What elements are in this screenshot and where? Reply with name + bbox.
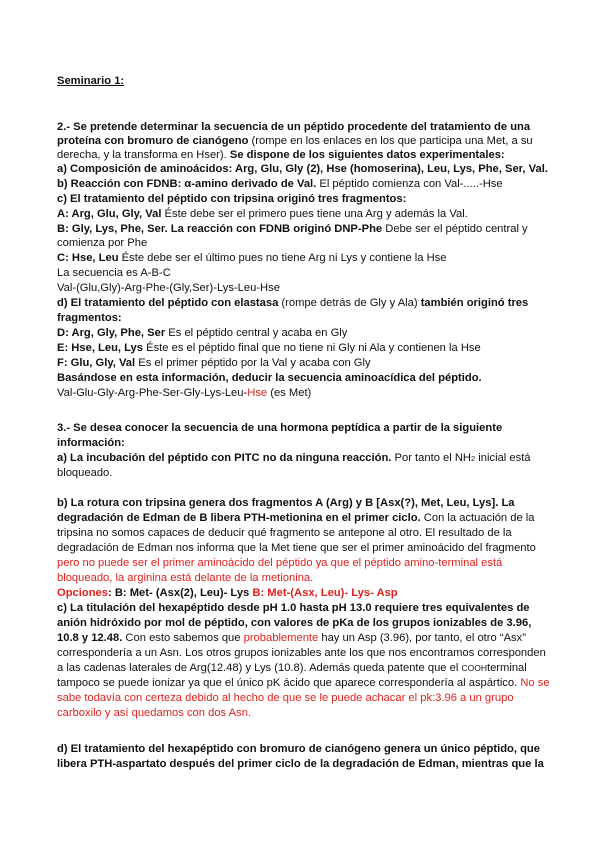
q3-item-b-6: bloqueado, la arginina está delante de la metionina. [57,572,314,584]
q2-fragment-F [57,356,371,370]
q2-answer [57,386,311,400]
q3-item-b-3: tripsina no somos capaces de deducir qué fragmento se antepone al otro. El resultado de la [57,527,512,539]
q2-fragment-B-cont: comienza por Phe [57,237,148,249]
q2-d-bold-2: también originó tres [420,297,529,309]
q3-c6-red: No se [520,677,550,689]
q2-l3-bold: Se dispone de los siguientes datos experimentales: [229,149,505,161]
q3-c6-normal: tampoco se puede ionizar ya que el único pK ácido que aparece correspondería al aspártico. [57,677,521,689]
q3-item-a [57,451,531,466]
q2-B-bold: B: Gly, Lys, Phe, Ser. La reacción con FDNB originó DNP-Phe [57,223,383,235]
q2-answer-hse: Hse [247,387,268,399]
q3-c3-normal-2: hay un Asp (3.96), por tanto, el otro “Asx” [318,632,526,644]
q3-a-normal-2: inicial está [475,452,531,464]
q3-c5-normal-2: terminal [486,662,527,674]
q3-option-1: : B: Met- (Asx(2), Leu)- Lys [107,587,253,599]
q3-a-bold: a) La incubación del péptido con PITC no da ninguna reacción. [57,452,392,464]
q2-line-2 [57,134,533,148]
q2-D-normal: Es el péptido central y acaba en Gly [165,327,348,339]
q2-E-bold: E: Hse, Leu, Lys [57,342,144,354]
q3-item-c-5 [57,661,527,675]
q2-A-normal: Éste debe ser el primero pues tiene una Arg y además la Val. [161,208,468,220]
q3-item-c-8: carboxilo y así quedamos con dos Asn. [57,707,252,719]
q2-b-bold: b) Reacción con FDNB: α-amino derivado de Val. [57,178,317,190]
q2-fragment-B [57,222,528,236]
q3-item-d-2: libera PTH-aspartato después del primer ciclo de la degradación de Edman, mientras que la [57,758,544,770]
q3-b2-normal: Con la actuación de la [420,512,535,524]
q3-c3-bold: 10.8 y 12.48. [57,632,123,644]
q3-item-b-5: pero no puede ser el primer aminoácido del péptido ya que el péptido amino-terminal está [57,557,503,569]
q2-line-1: 2.- Se pretende determinar la secuencia de un péptido procedente del tratamiento de una [57,121,531,133]
q3-item-b-2 [57,511,535,525]
q3-item-c-1: c) La titulación del hexapéptido desde pH 1.0 hasta pH 13.0 requiere tres equivalentes de [57,602,530,614]
q3-item-c-6 [57,676,550,690]
q3-item-b-4: degradación de Edman nos informa que la Met tiene que ser el primer aminoácido del fragmento [57,542,536,554]
q3-line-1: 3.- Se desea conocer la secuencia de una hormona peptídica a partir de la siguiente [57,422,503,434]
q3-c5-small: COOH [461,663,487,673]
q2-l2-bold: proteína con bromuro de cianógeno [57,135,249,147]
q2-l3-normal: derecha, y la transforma en Hser). [57,149,230,161]
q3-c3-normal: Con esto sabemos que [122,632,244,644]
q2-E-normal: Éste es el péptido final que no tiene ni Gly ni Ala y contienen la Hse [143,342,481,354]
q2-fragment-E [57,341,481,355]
q2-fragment-A [57,207,468,221]
q2-sequence-order: La secuencia es A-B-C [57,267,171,279]
q2-D-bold: D: Arg, Gly, Phe, Ser [57,327,166,339]
page-title: Seminario 1: [57,75,125,87]
q3-c3-red: probablemente [243,632,319,644]
q3-option-2: B: Met-(Asx, Leu)- Lys- Asp [252,587,398,599]
q3-a-normal: Por tanto el NH [391,452,472,464]
q2-item-d [57,296,528,310]
q2-F-normal: Es el primer péptido por la Val y acaba con Gly [135,357,371,369]
q3-options [57,586,398,600]
q3-b2-bold: degradación de Edman de B libera PTH-metionina en el primer ciclo. [57,512,421,524]
q3-item-c-7: sabe todavía con certeza debido al hecho de que se le puede achacar el pk:3.96 a un grupo [57,692,514,704]
q2-d-bold-1: d) El tratamiento del péptido con elastasa [57,297,279,309]
q2-A-bold: A: Arg, Glu, Gly, Val [57,208,162,220]
q3-a-subscript: 2 [471,454,476,463]
q3-item-b-1: b) La rotura con tripsina genera dos fragmentos A (Arg) y B [Asx(?), Met, Leu, Lys]. La [57,497,515,509]
q2-fragment-C [57,251,447,265]
q3-item-c-3 [57,631,526,645]
q2-d-normal: (rompe detrás de Gly y Ala) [278,297,421,309]
q3-item-a-cont: bloqueado. [57,467,113,479]
q2-answer-note: (es Met) [267,387,312,399]
q3-options-label: Opciones [57,587,108,599]
q3-item-d-1: d) El tratamiento del hexapéptido con bromuro de cianógeno genera un único péptido, que [57,743,540,755]
q2-question: Basándose en esta información, deducir la secuencia aminoacídica del péptido. [57,372,482,384]
q3-line-2: información: [57,437,125,449]
q3-c5-normal: a las cadenas laterales de Arg(12.48) y Lys (10.8). Además queda patente que el [57,662,462,674]
q3-item-c-4: correspondería a un Asn. Los otros grupos ionizables ante los que nos encontramos corresponden [57,647,546,659]
q2-F-bold: F: Glu, Gly, Val [57,357,136,369]
q2-sequence-partial: Val-(Glu,Gly)-Arg-Phe-(Gly,Ser)-Lys-Leu-Hse [57,282,280,294]
q2-item-c: c) El tratamiento del péptido con tripsina originó tres fragmentos: [57,193,407,205]
q2-b-normal: El péptido comienza con Val-.....-Hse [316,178,503,190]
q3-item-c-2: anión hidróxido por mol de péptido, con valores de pKa de los grupos ionizables de 3.96, [57,617,532,629]
q2-l2-normal: (rompe en los enlaces en los que participa una Met, a su [248,135,533,147]
q2-fragment-D [57,326,347,340]
q2-item-d-cont: fragmentos: [57,312,122,324]
q2-line-3 [57,148,505,162]
q2-answer-seq: Val-Glu-Gly-Arg-Phe-Ser-Gly-Lys-Leu- [57,387,248,399]
q2-C-bold: C: Hse, Leu [57,252,119,264]
q2-B-normal: Debe ser el péptido central y [382,223,528,235]
q2-C-normal: Éste debe ser el último pues no tiene Arg ni Lys y contiene la Hse [118,252,447,264]
q2-item-b [57,177,503,191]
q2-item-a: a) Composición de aminoácidos: Arg, Glu, Gly (2), Hse (homoserina), Leu, Lys, Phe, Ser, Val. [57,163,548,175]
